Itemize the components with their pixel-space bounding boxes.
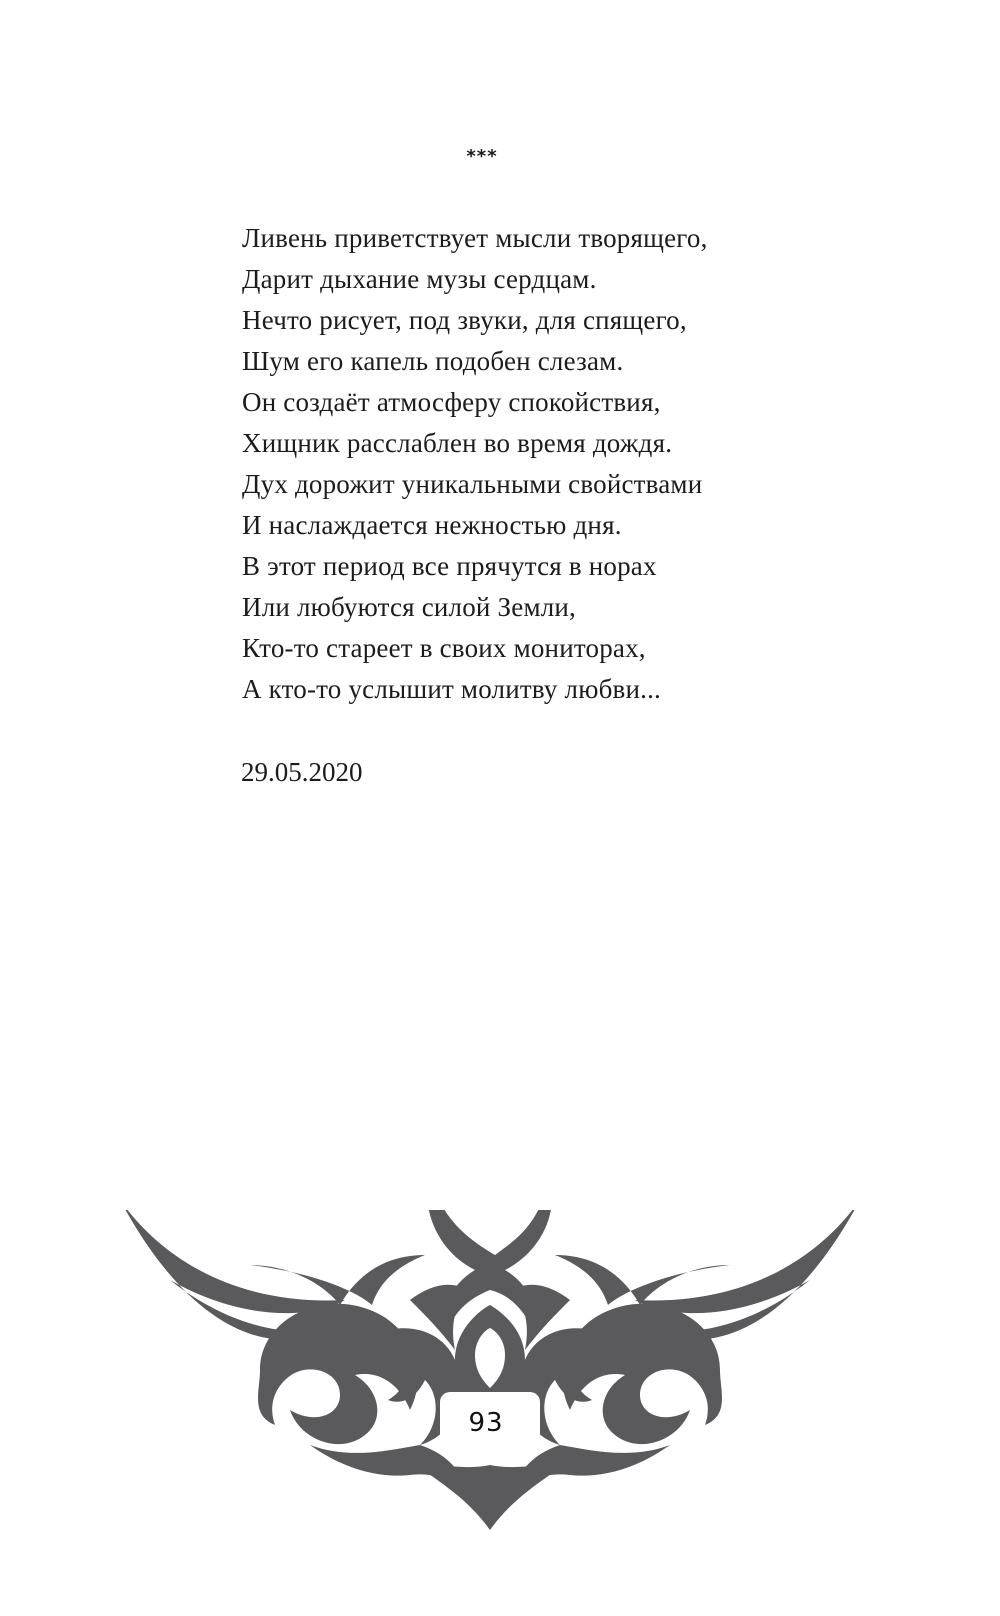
poem-line: Или любуются силой Земли, (242, 592, 576, 622)
poem-line: Нечто рисует, под звуки, для спящего, (242, 305, 687, 335)
poem-line: И наслаждается нежностью дня. (242, 510, 622, 540)
poem-line: Ливень приветствует мысли творящего, (242, 223, 708, 253)
poem-line: Шум его капель подобен слезам. (242, 346, 624, 376)
poem-line: А кто-то услышит молитву любви... (242, 674, 661, 704)
poem-line: Он создаёт атмосферу спокойствия, (242, 387, 661, 417)
poem-date: 29.05.2020 (241, 757, 363, 787)
tribal-ornament-icon (110, 1210, 870, 1540)
poem-line: Кто-то стареет в своих мониторах, (242, 633, 646, 663)
section-separator: *** (466, 146, 498, 167)
poem-line: Хищник расслаблен во время дождя. (242, 428, 673, 458)
page-number: 93 (468, 1408, 504, 1438)
poem-line: Дух дорожит уникальными свойствами (242, 469, 703, 499)
poem-body (242, 218, 882, 710)
poem-line: Дарит дыхание музы сердцам. (242, 264, 597, 294)
poem-line: В этот период все прячутся в норах (242, 551, 657, 581)
